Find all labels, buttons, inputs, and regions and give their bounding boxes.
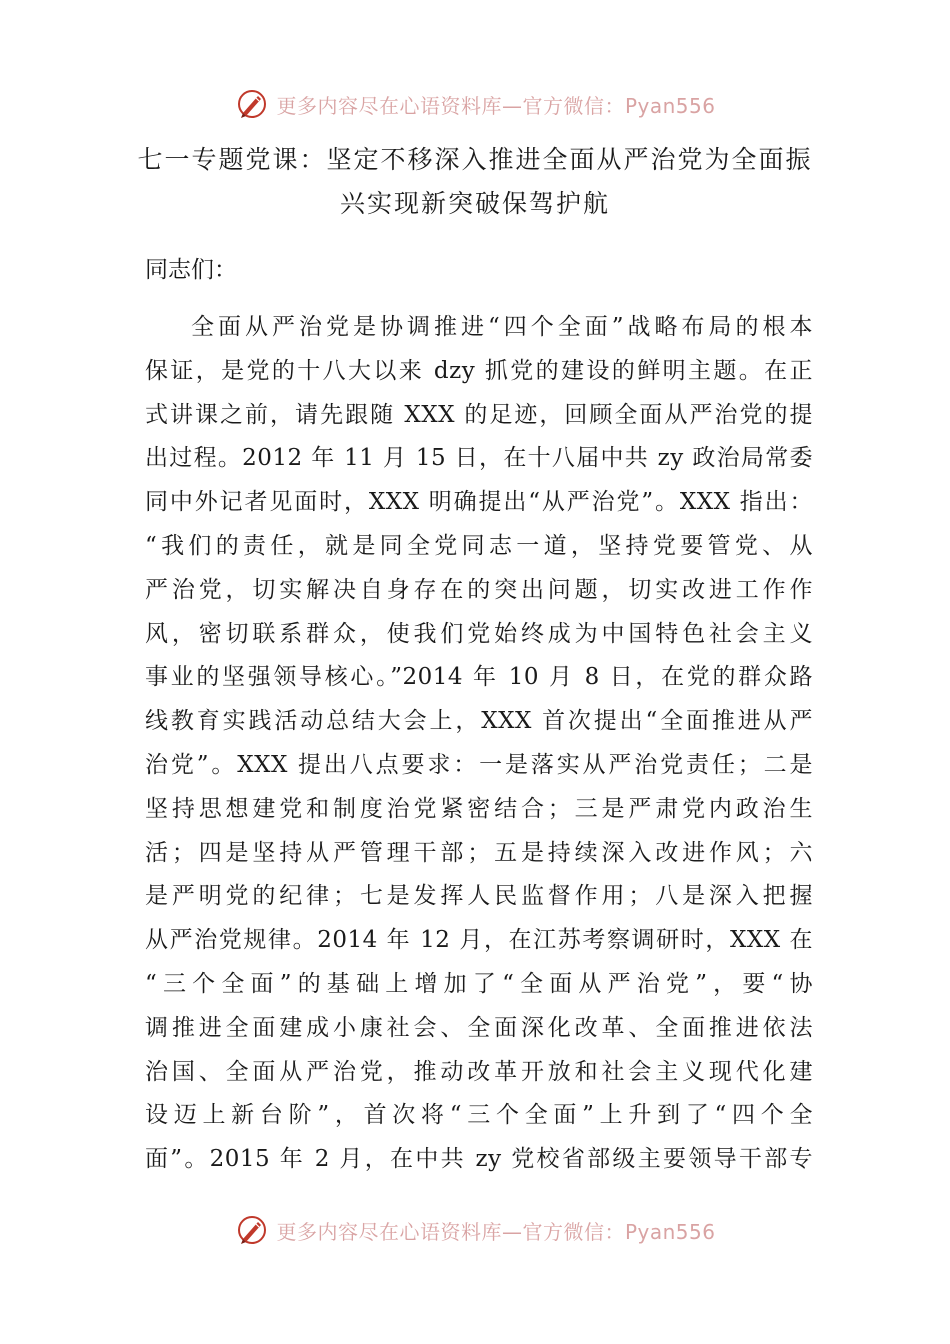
body-line: 是严明党的纪律；七是发挥人民监督作用；八是深入把握 (145, 883, 813, 910)
watermark-header (0, 84, 950, 124)
document-title-line-1: 七一专题党课：坚定不移深入推进全面从严治党为全面振 (137, 145, 813, 174)
body-line: 治国、全面从严治党，推动改革开放和社会主义现代化建 (145, 1058, 813, 1085)
watermark-footer (0, 1210, 950, 1250)
pen-logo-icon (234, 1212, 270, 1248)
body-line: 同中外记者见面时，XXX 明确提出“从严治党”。XXX 指出： (145, 489, 813, 516)
body-line: 事业的坚强领导核心。”2014 年 10 月 8 日，在党的群众路 (145, 664, 813, 691)
body-line: “我们的责任，就是同全党同志一道，坚持党要管党、从 (145, 532, 813, 559)
body-line: 全面从严治党是协调推进“四个全面”战略布局的根本 (191, 314, 813, 340)
body-line: 治党”。XXX 提出八点要求：一是落实从严治党责任；二是 (145, 751, 813, 778)
body-line: 出过程。2012 年 11 月 15 日，在十八届中共 zy 政治局常委 (145, 445, 813, 472)
watermark-text: 更多内容尽在心语资料库—官方微信：Pyan556 (276, 1219, 716, 1244)
body-paragraph (145, 306, 813, 1182)
body-line: 式讲课之前，请先跟随 XXX 的足迹，回顾全面从严治党的提 (145, 401, 813, 428)
body-line: 线教育实践活动总结大会上，XXX 首次提出“全面推进从严 (145, 708, 813, 735)
body-line: 设迈上新台阶”，首次将“三个全面”上升到了“四个全 (145, 1102, 813, 1129)
body-line: “三个全面”的基础上增加了“全面从严治党”，要“协 (145, 970, 813, 997)
body-line: 调推进全面建成小康社会、全面深化改革、全面推进依法 (145, 1014, 813, 1041)
body-line: 坚持思想建党和制度治党紧密结合；三是严肃党内政治生 (145, 795, 813, 822)
body-line: 严治党，切实解决自身存在的突出问题，切实改进工作作 (145, 576, 813, 603)
document-title-line-2: 兴实现新突破保驾护航 (339, 189, 610, 218)
body-line: 活；四是坚持从严管理干部；五是持续深入改进作风；六 (145, 839, 813, 866)
body-line: 从严治党规律。2014 年 12 月，在江苏考察调研时，XXX 在 (145, 927, 813, 954)
watermark-text: 更多内容尽在心语资料库—官方微信：Pyan556 (276, 93, 716, 118)
pen-logo-icon (234, 86, 270, 122)
salutation: 同志们： (145, 257, 237, 283)
body-line: 风，密切联系群众，使我们党始终成为中国特色社会主义 (145, 620, 813, 647)
body-line: 保证，是党的十八大以来 dzy 抓党的建设的鲜明主题。在正 (145, 357, 813, 384)
body-line: 面”。2015 年 2 月，在中共 zy 党校省部级主要领导干部专 (145, 1146, 813, 1173)
